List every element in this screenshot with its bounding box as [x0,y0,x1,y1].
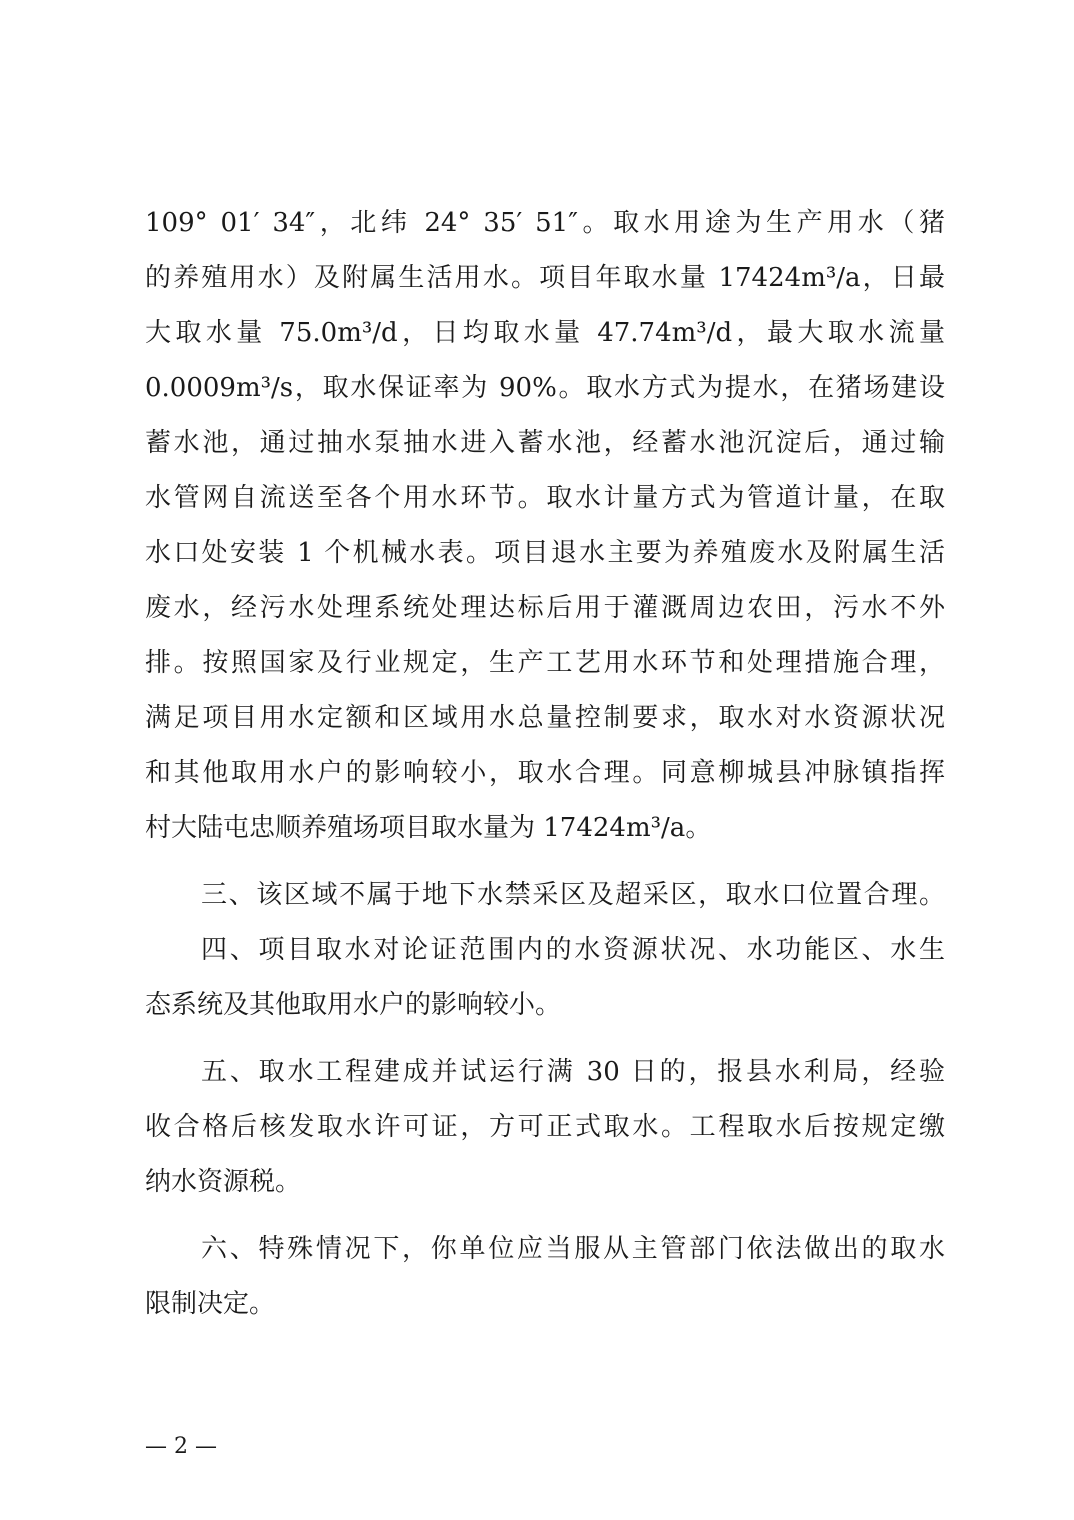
text-line: 废水，经污水处理系统处理达标后用于灌溉周边农田，污水不外 [145,593,945,623]
page-number: — 2 — [145,1434,217,1459]
text-line: 满足项目用水定额和区域用水总量控制要求，取水对水资源状况 [145,703,945,733]
text-line: 蓄水池，通过抽水泵抽水进入蓄水池，经蓄水池沉淀后，通过输 [145,428,945,458]
text-line: 水口处安装 1 个机械水表。项目退水主要为养殖废水及附属生活 [145,538,945,568]
text-line: 0.0009m³/s，取水保证率为 90%。取水方式为提水，在猪场建设 [145,373,945,403]
text-line: 态系统及其他取用水户的影响较小。 [145,990,562,1020]
text-line: 纳水资源税。 [145,1167,302,1197]
text-line: 收合格后核发取水许可证，方可正式取水。工程取水后按规定缴 [145,1112,945,1142]
text-line: 村大陆屯忠顺养殖场项目取水量为 17424m³/a。 [145,813,712,843]
text-line: 和其他取用水户的影响较小，取水合理。同意柳城县冲脉镇指挥 [145,758,945,788]
text-line: 限制决定。 [145,1289,276,1319]
text-line: 排。按照国家及行业规定，生产工艺用水环节和处理措施合理， [145,648,945,678]
text-line: 水管网自流送至各个用水环节。取水计量方式为管道计量，在取 [145,483,945,513]
text-line: 的养殖用水）及附属生活用水。项目年取水量 17424m³/a，日最 [145,263,945,293]
paragraph-five: 五、取水工程建成并试运行满 30 日的，报县水利局，经验 [201,1057,945,1087]
paragraph-four: 四、项目取水对论证范围内的水资源状况、水功能区、水生 [201,935,945,965]
text-line: 大取水量 75.0m³/d，日均取水量 47.74m³/d，最大取水流量 [145,318,945,348]
paragraph-six: 六、特殊情况下，你单位应当服从主管部门依法做出的取水 [201,1234,945,1264]
paragraph-three: 三、该区域不属于地下水禁采区及超采区，取水口位置合理。 [201,880,945,910]
text-line: 109° 01′ 34″，北纬 24° 35′ 51″。取水用途为生产用水（猪 [145,208,945,238]
